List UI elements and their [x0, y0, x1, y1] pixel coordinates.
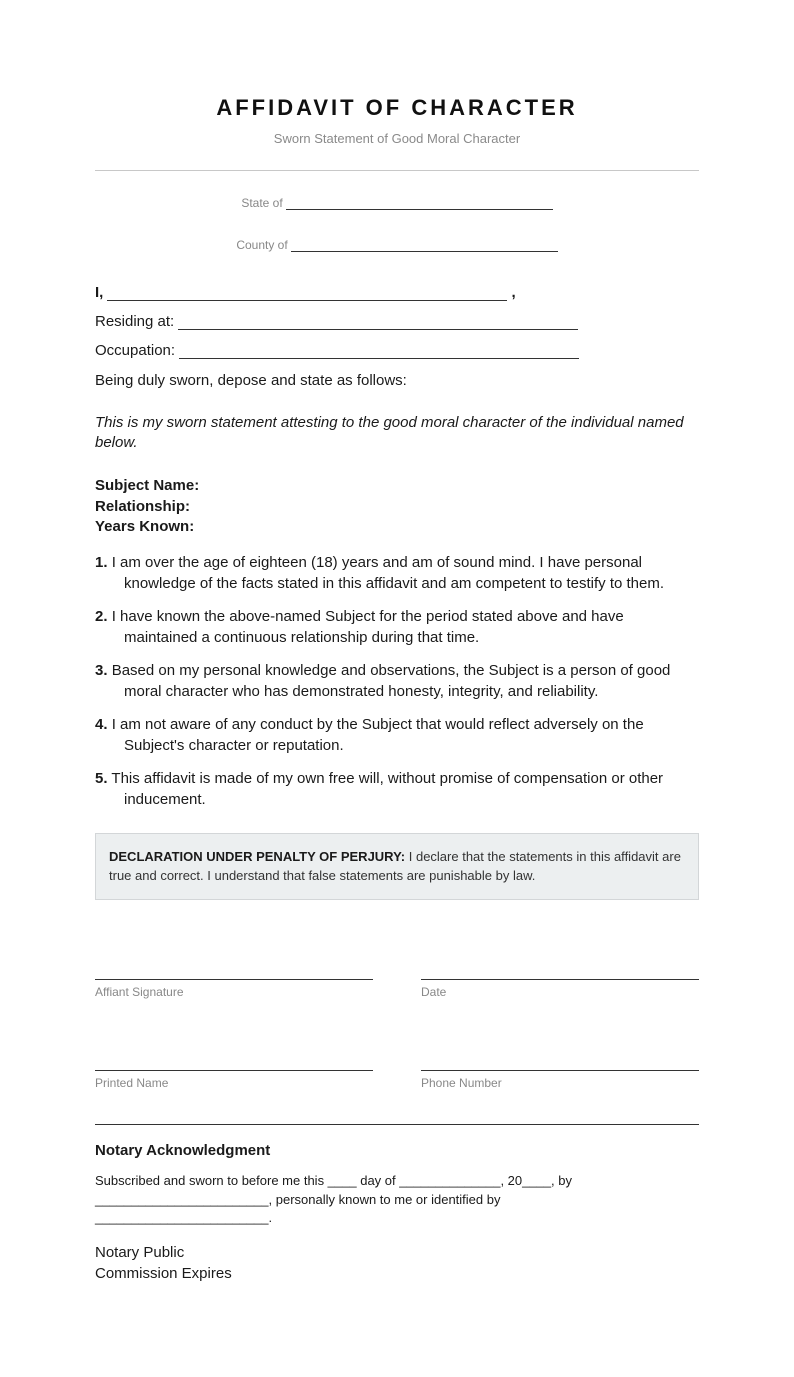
- occupation-label: Occupation:: [95, 342, 176, 359]
- notary-public-block: [95, 1242, 232, 1284]
- item-text: I have known the above-named Subject for the period stated above and have maintained a continuous relationship during that time.: [111, 608, 624, 646]
- item-number: 4.: [95, 716, 108, 733]
- date-line[interactable]: [421, 979, 699, 980]
- statement-item: [95, 769, 699, 810]
- affiant-signature-block: [95, 979, 373, 999]
- statement-items: [95, 553, 699, 823]
- perjury-text: I declare that the statements in this affidavit are true and correct. I understand that false statements are punishable by law.: [109, 849, 681, 883]
- phone-number-line[interactable]: [421, 1070, 699, 1071]
- statement-text: This is my sworn statement attesting to the good moral character of the individual named below.: [95, 414, 684, 451]
- item-number: 3.: [95, 662, 108, 679]
- statement-item: [95, 553, 699, 594]
- printed-name-label: Printed Name: [95, 1076, 169, 1090]
- occupation-field[interactable]: [179, 342, 579, 359]
- phone-number-label: Phone Number: [421, 1076, 502, 1090]
- statement-item: [95, 607, 699, 648]
- sworn-text: Being duly sworn, depose and state as follows:: [95, 372, 407, 389]
- subject-name-label: Subject Name:: [95, 477, 200, 494]
- notary-text: Subscribed and sworn to before me this ____ day of ______________, 20____, by ________________________, personally known to me or identified by ________________________.: [95, 1173, 573, 1225]
- county-row: [95, 237, 699, 252]
- document-subtitle: Sworn Statement of Good Moral Character: [273, 131, 521, 146]
- residing-row: [95, 313, 578, 330]
- phone-number-block: [421, 1070, 699, 1090]
- item-text: This affidavit is made of my own free will, without promise of compensation or other inducement.: [111, 770, 664, 808]
- item-number: 2.: [95, 608, 108, 625]
- item-text: I am not aware of any conduct by the Subject that would reflect adversely on the Subject's character or reputation.: [111, 716, 644, 754]
- occupation-row: [95, 342, 579, 359]
- affiant-name-field[interactable]: [107, 284, 507, 301]
- statement-item: [95, 661, 699, 702]
- residing-label: Residing at:: [95, 313, 175, 330]
- affiant-signature-label: Affiant Signature: [95, 985, 184, 999]
- perjury-lead: DECLARATION UNDER PENALTY OF PERJURY:: [109, 849, 406, 864]
- state-row: [95, 195, 699, 210]
- notary-divider: [95, 1124, 699, 1125]
- years-known-label: Years Known:: [95, 518, 195, 535]
- printed-name-block: [95, 1070, 373, 1090]
- item-number: 1.: [95, 554, 108, 571]
- residing-field[interactable]: [178, 313, 578, 330]
- notary-public-label: Notary Public: [95, 1244, 185, 1261]
- county-label: County of: [236, 238, 288, 252]
- subject-block: [95, 476, 199, 538]
- document-title: AFFIDAVIT OF CHARACTER: [216, 95, 578, 120]
- printed-name-line[interactable]: [95, 1070, 373, 1071]
- date-block: [421, 979, 699, 999]
- item-text: I am over the age of eighteen (18) years and am of sound mind. I have personal knowledge of the facts stated in this affidavit and am competent to testify to them.: [111, 554, 665, 592]
- affiant-i-label: I,: [95, 284, 104, 301]
- date-label: Date: [421, 985, 447, 999]
- header-divider: [95, 170, 699, 171]
- item-number: 5.: [95, 770, 108, 787]
- affiant-name-row: [95, 284, 516, 301]
- statement-item: [95, 715, 699, 756]
- state-field[interactable]: [286, 195, 553, 210]
- county-field[interactable]: [291, 237, 558, 252]
- notary-title: Notary Acknowledgment: [95, 1142, 271, 1159]
- affiant-signature-line[interactable]: [95, 979, 373, 980]
- state-label: State of: [241, 196, 283, 210]
- commission-expires-label: Commission Expires: [95, 1265, 232, 1282]
- affiant-comma: ,: [511, 284, 516, 301]
- relationship-label: Relationship:: [95, 497, 191, 515]
- item-text: Based on my personal knowledge and observations, the Subject is a person of good moral character who has demonstrated honesty, integrity, and reliability.: [111, 662, 671, 700]
- perjury-declaration: [95, 833, 699, 900]
